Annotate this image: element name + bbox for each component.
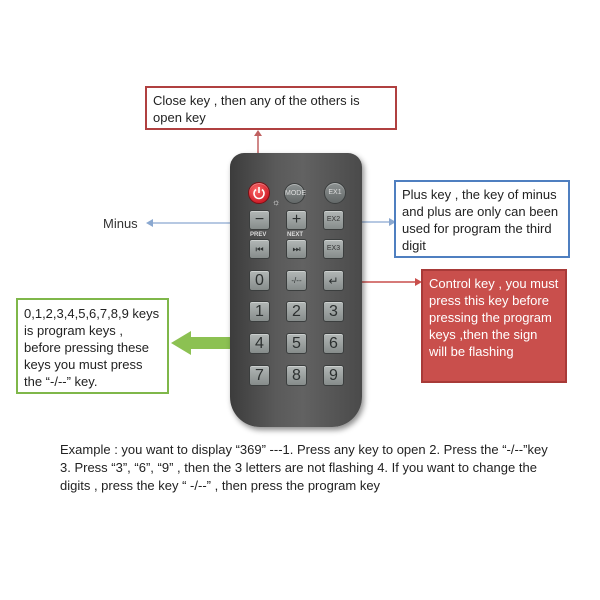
plus-key-callout-text: Plus key , the key of minus and plus are only can been used for program the third digit (402, 187, 559, 253)
minus-key[interactable]: − (249, 210, 270, 230)
power-key-callout (145, 86, 397, 130)
prev-label: PREV (250, 232, 267, 238)
digit-key-3[interactable]: 3 (323, 301, 344, 322)
mode-key[interactable]: MODE (284, 183, 305, 204)
digit-key-5[interactable]: 5 (286, 333, 307, 354)
ex2-key[interactable]: EX2 (323, 210, 344, 230)
example-instructions: Example : you want to display “369” ---1. Press any key to open 2. Press the “-/--”key 3. Press “3”, “6”, “9” , then the 3 letters are not flashing 4. If you want to change the digits , press the key “ -/--” , then press the program key (60, 442, 548, 493)
enter-key[interactable] (323, 270, 344, 291)
power-arrowhead (254, 130, 262, 136)
power-icon (249, 183, 269, 203)
control-key-callout (421, 269, 567, 383)
digit-keys-callout (16, 298, 169, 394)
control-key-callout-text: Control key , you must press this key before pressing the program keys ,then the sign will be flashing (429, 276, 559, 359)
dash-key[interactable]: -/-- (286, 270, 307, 291)
minus-arrowhead (146, 219, 153, 227)
ex3-key[interactable]: EX3 (323, 239, 344, 259)
minus-label: Minus (103, 216, 138, 231)
digit-key-4[interactable]: 4 (249, 333, 270, 354)
digit-key-6[interactable]: 6 (323, 333, 344, 354)
plus-key[interactable]: + (286, 210, 307, 230)
digits-arrow (171, 331, 236, 355)
next-icon: ⏭ (292, 244, 301, 254)
power-key[interactable] (248, 182, 270, 204)
digit-key-7[interactable]: 7 (249, 365, 270, 386)
sun-icon: ☼ (272, 197, 281, 207)
digit-key-9[interactable]: 9 (323, 365, 344, 386)
digit-key-1[interactable]: 1 (249, 301, 270, 322)
plus-key-callout (394, 180, 570, 258)
prev-key[interactable] (249, 239, 270, 259)
prev-icon: ⏮ (255, 244, 264, 254)
digit-key-0[interactable]: 0 (249, 270, 270, 291)
enter-icon: ↵ (328, 274, 339, 288)
next-label: NEXT (287, 232, 304, 238)
ex1-key[interactable]: EX1 (324, 182, 346, 204)
digit-key-8[interactable]: 8 (286, 365, 307, 386)
digit-keys-callout-text: 0,1,2,3,4,5,6,7,8,9 keys is program keys , before pressing these keys you must press the “-/--” key. (24, 306, 160, 389)
remote-control (230, 153, 362, 427)
power-key-callout-text: Close key , then any of the others is open key (153, 93, 360, 125)
next-key[interactable] (286, 239, 307, 259)
digit-key-2[interactable]: 2 (286, 301, 307, 322)
